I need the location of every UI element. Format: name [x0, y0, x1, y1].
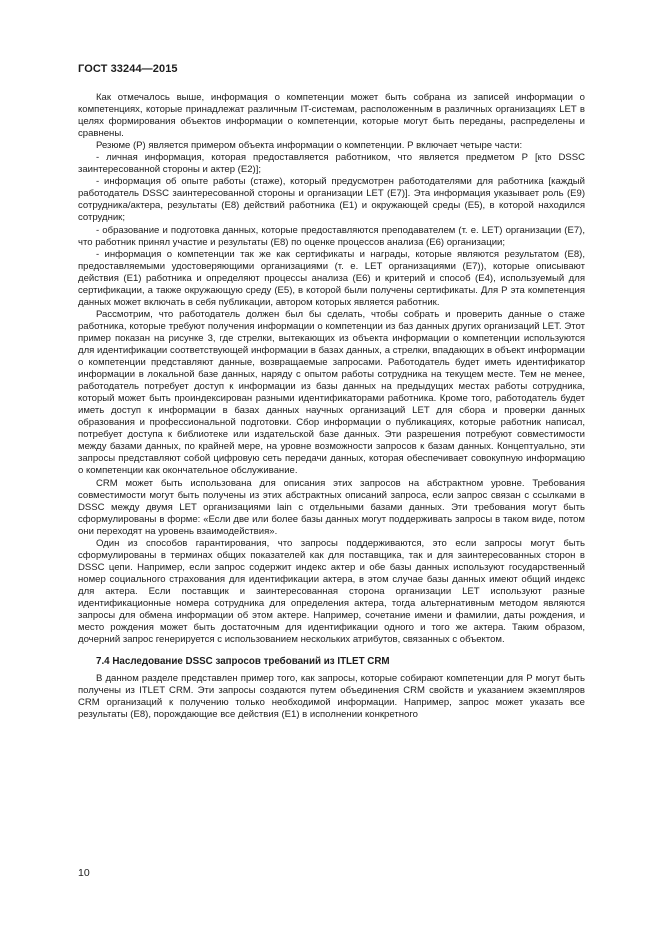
- paragraph: Рассмотрим, что работодатель должен был бы сделать, чтобы собрать и проверить данные о стаже работника, которые требуют получения информации о компетенции из баз данных других организаций LET. Этот пример показан на рисунке 3, где стрелки, вытекающих из объекта информации о компетенции используются для идентификации соответствующей информации в базах данных, а стрелки, впадающих в объект информации о компетенции представляют данные, возвращаемые запросами. Работодатель будет иметь идентификатор информации в локальной базе данных, наряду с опытом работы сотрудника на текущем месте. Тем не менее, работодатель потребует доступ к информации из базы данных на предыдущих местах работы сотрудника, который может быть проиндексирован разными идентификаторами работника. Кроме того, работодатель будет иметь доступ к информации в базах данных научных организаций LET для сбора и проверки данных образования и профессиональной подготовки. Сбор информации о публикациях, которые работник написал, потребует доступа к библиотеке или издательской базе данных. Эти разрешения потребуют совместимости между базами данных, по крайней мере, на уровне возможности запросов к базам данных. Концептуально, эти запросы представляют собой цифровую сеть передачи данных, которая обеспечивает совокупную информацию о компетенции как окончательное обслуживание.: [78, 308, 585, 477]
- section-heading: 7.4 Наследование DSSC запросов требований из ITLET CRM: [96, 656, 390, 668]
- paragraph: В данном разделе представлен пример того, как запросы, которые собирают компетенции для Р могут быть получены из ITLET CRM. Эти запросы создаются путем объединения CRM свойств и указанием экземпляров CRM организаций к получению только необходимой информации. Например, запрос может указать все результаты (Е8), порождающие все действия (Е1) в исполнении конкретного: [78, 673, 585, 721]
- paragraph: Резюме (Р) является примером объекта информации о компетенции. Р включает четыре части:: [96, 140, 523, 152]
- list-item: - личная информация, которая предоставляется работником, что является предметом Р [кто DSSC заинтересованной стороны и актер (Е2)];: [78, 152, 585, 176]
- paragraph: CRM может быть использована для описания этих запросов на абстрактном уровне. Требования совместимости могут быть получены из этих абстрактных описаний запроса, если запрос связан с ссылками в DSSC между двумя LET организациями lain с отдельными базами данных. Эти требования могут быть сформулированы в форме: «Если две или более базы данных могут поддерживать запросы в таком виде, потом они переходят на уровень взаимодействия».: [78, 477, 585, 537]
- list-item: - информация о компетенции так же как сертификаты и награды, которые являются результатом (Е8), предоставляемыми удостоверяющими организациями (т. е. LET организациями (Е7)), которые описывают действия (Е1) работника и определяют процессы анализа (Е6) и критерий и способ (Е4), используемый для сертификации, а также окружающую среду (Е5), в которой были получены сертификаты. Для Р эта компетенция данных может включать в себя публикации, автором которых является работник.: [78, 248, 585, 308]
- list-item: - информация об опыте работы (стаже), который предусмотрен работодателями для работника [каждый работодатель DSSC заинтересованной стороны и организации LET (Е7)]. Эта информация указывает роль (Е9) сотрудника/актера, результаты (Е8) действий работника (Е1) и окружающей среды (Е5), в которой находился сотрудник;: [78, 176, 585, 224]
- paragraph: Один из способов гарантирования, что запросы поддерживаются, это если запросы могут быть сформулированы в терминах общих показателей как для поставщика, так и для заинтересованных сторон в DSSC цепи. Например, если запрос содержит индекс актер и обе базы данных используют государственный номер социального страхования для идентификации актера, в этом случае базы данных имеют общий индекс для актера. Если поставщик и заинтересованная сторона организации LET используют разные идентификационные номера сотрудника для определения актера, тогда альтернативным методом являются запросы для обмена информации об этом актере. Например, сочетание имени и фамилии, даты рождения, и место рождения может быть достаточным для идентификации одного и того же актера. Таким образом, дочерний запрос генерируется с использованием нескольких атрибутов, связанных с объектом.: [78, 537, 585, 646]
- list-item: - образование и подготовка данных, которые предоставляются преподавателем (т. е. LET) организации (Е7), что работник принял участие и результаты (Е8) по оценке процессов анализа (Е6) организации;: [78, 224, 585, 248]
- page-number: 10: [78, 867, 90, 879]
- page-body: [78, 92, 585, 721]
- document-header: ГОСТ 33244—2015: [78, 63, 178, 75]
- paragraph: Как отмечалось выше, информация о компетенции может быть собрана из записей информации о компетенциях, которые принадлежат различным IT-системам, расположенным в различных организациях LET в целях формирования объектов информации о компетенции, которые могут быть переданы, распределены и сравнены.: [78, 92, 585, 140]
